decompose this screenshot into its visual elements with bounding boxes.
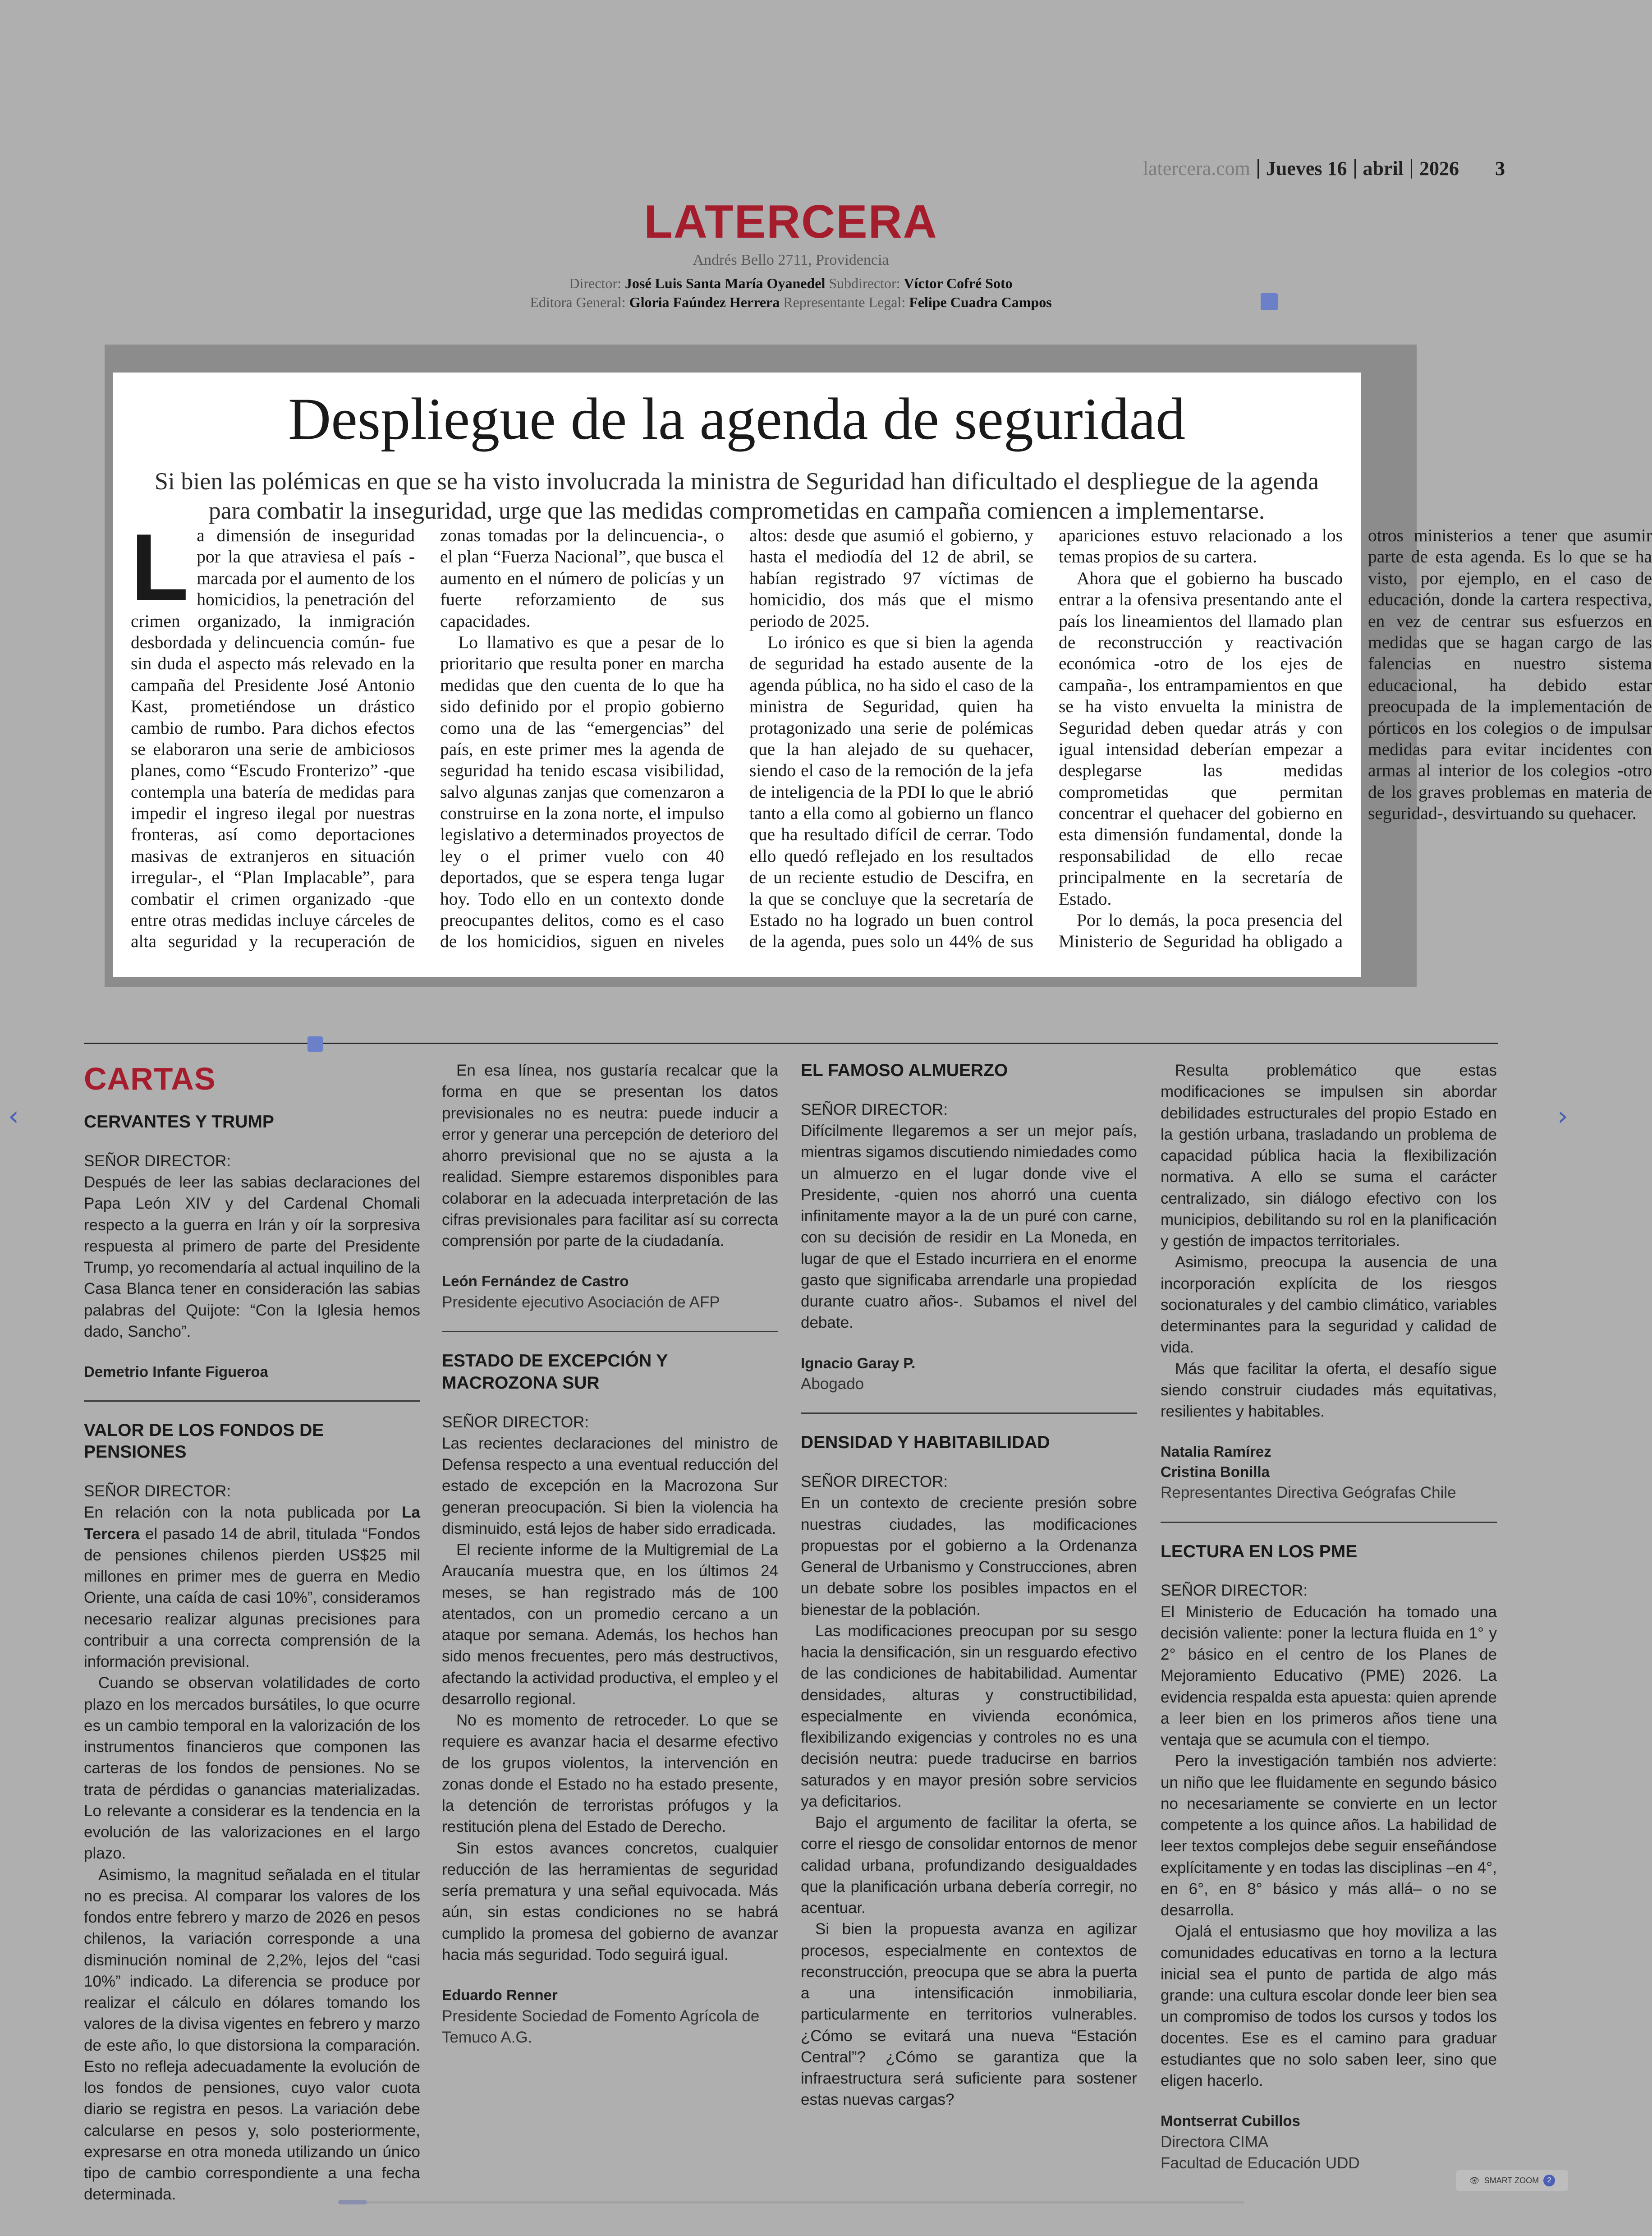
- letter-title: DENSIDAD Y HABITABILIDAD: [801, 1433, 1050, 1453]
- signer-role: Presidente Sociedad de Fomento Agrícola de Temuco A.G.: [442, 2007, 760, 2046]
- letter-paragraph: En esa línea, nos gustaría recalcar que la forma en que se presentan los datos previsionales no es neutra: puede inducir a error y generar una percepción de deterioro del ahorro previsional que no se ajusta a la realidad. Siempre estaremos disponibles para colaborar en la adecuada interpretación de las cifras previsionales para facilitar así su correcta comprensión por parte de la ciudadanía.: [442, 1062, 778, 1250]
- eye-icon: 👁: [1469, 2176, 1480, 2185]
- salutation: SEÑOR DIRECTOR:: [1161, 1582, 1308, 1600]
- date-year: 2026: [1419, 157, 1459, 179]
- section-title: CARTAS: [84, 1061, 216, 1096]
- next-page-arrow-icon[interactable]: ›: [1557, 1100, 1568, 1132]
- director-label: Director:: [569, 275, 625, 291]
- prev-page-arrow-icon[interactable]: ‹: [8, 1100, 19, 1132]
- letter-paragraph: El Ministerio de Educación ha tomado una decisión valiente: poner la lectura fluida en 1° y 2° básico en el centro de los Planes de Mejoramiento Educativo (PME) 2026. La evidencia respalda esta apuesta: quien aprende a leer bien en los primeros años tiene una ventaja que se acumula con el tiempo.: [1161, 1603, 1497, 1749]
- scrollbar-thumb[interactable]: [338, 2200, 367, 2204]
- separator: [1257, 159, 1259, 179]
- letter-title: EL FAMOSO ALMUERZO: [801, 1061, 1008, 1080]
- signer-role: Presidente ejecutivo Asociación de AFP: [442, 1293, 720, 1311]
- letter-divider: [801, 1412, 1137, 1414]
- editora-label: Editora General:: [530, 294, 629, 310]
- letter-divider: [84, 1400, 420, 1402]
- smart-zoom-button[interactable]: [1456, 2170, 1568, 2191]
- editorial-body: [131, 514, 1652, 967]
- letters-column-4: [1161, 1060, 1497, 2174]
- letter-paragraph: Las modificaciones preocupan por su sesgo hacia la densificación, sin un resguardo efectivo de las condiciones de habitabilidad. Aumentar densidades, alturas y constructibilidad, especialmente en vivienda económica, flexibilizando exigencias y controles no es una decisión neutra: puede traducirse en barrios saturados y en mayor presión sobre servicios ya deficitarios.: [801, 1622, 1137, 1810]
- director-name: José Luis Santa María Oyanedel: [624, 275, 826, 291]
- letter-title: ESTADO DE EXCEPCIÓN Y MACROZONA SUR: [442, 1351, 668, 1393]
- letters-column-1: [84, 1060, 420, 2205]
- editora-name: Gloria Faúndez Herrera: [629, 294, 780, 310]
- date-month: abril: [1363, 157, 1404, 179]
- annotation-marker[interactable]: [1261, 293, 1278, 310]
- letter-paragraph: Cuando se observan volatilidades de corto plazo en los mercados bursátiles, lo que ocurre es un cambio temporal en la valorización de los instrumentos financieros que componen las carteras de los fondos de pensiones. No se trata de pérdidas o ganancias materializadas. Lo relevante a considerar es la tendencia en la evolución de las valorizaciones en el largo plazo.: [84, 1674, 420, 1863]
- masthead: [0, 198, 1582, 312]
- letter-body: Difícilmente llegaremos a ser un mejor país, mientras sigamos discutiendo nimiedades como un almuerzo en el lugar donde vive el Presidente, -quien nos ahorró una cuenta infinitamente mayor a la de un puré con carne, con su decisión de residir en La Moneda, en lugar de que el Estado incurriera en el enorme gasto que significaba arrendarle una propiedad durante cuatro años-. Subamos el nivel del debate.: [801, 1122, 1137, 1332]
- editorial-paragraph: Por lo demás, la poca presencia del Ministerio de Seguridad ha obligado a otros ministerios a tener que asumir parte de esta agenda. Es lo que se ha visto, por ejemplo, en el caso de educación, donde la cartera respectiva, en vez de centrar sus esfuerzos en medidas que se hagan cargo de las falencias en nuestro sistema educacional, ha debido estar preocupada de la implementación de pórticos en los colegios o de impulsar medidas para evitar incidentes con armas al interior de los colegios -otro de los graves problemas en materia de seguridad-, desvirtuando su quehacer.: [1059, 525, 1652, 952]
- address: Andrés Bello 2711, Providencia: [693, 252, 889, 268]
- signer-role: Abogado: [801, 1375, 864, 1393]
- subdirector-name: Víctor Cofré Soto: [904, 275, 1013, 291]
- letter-signature: Ignacio Garay P.: [801, 1354, 916, 1371]
- separator: [1354, 159, 1356, 179]
- smart-zoom-label: SMART ZOOM: [1484, 2176, 1539, 2185]
- letter-title: VALOR DE LOS FONDOS DE PENSIONES: [84, 1420, 324, 1462]
- letter-paragraph: Asimismo, preocupa la ausencia de una incorporación explícita de los riesgos socionaturales y del cambio climático, variables determinantes para la seguridad y calidad de vida.: [1161, 1253, 1497, 1357]
- horizontal-scrollbar[interactable]: [338, 2201, 1244, 2204]
- separator: [1411, 159, 1412, 179]
- letter-body: Después de leer las sabias declaraciones del Papa León XIV y del Cardenal Chomali respecto a la guerra en Irán y oír la sorpresiva respuesta al primero de parte del Presidente Trump, yo recomendaría al actual inquilino de la Casa Blanca tener en consideración las sabias palabras del Quijote: “Con la Iglesia hemos dado, Sancho”.: [84, 1173, 420, 1340]
- salutation: SEÑOR DIRECTOR:: [801, 1100, 948, 1118]
- editorial-paragraph: Ahora que el gobierno ha buscado entrar a la ofensiva presentando ante el país los lineamientos del llamado plan de reconstrucción y reactivación económica -otro de los ejes de campaña-, los entrampamientos en que se ha visto envuelta la ministra de Seguridad deben quedar atrás y con igual intensidad deberían empezar a desplegarse las medidas comprometidas que permitan concentrar el quehacer del gobierno en esta dimensión fundamental, donde la responsabilidad de ello recae principalmente en la secretaría de Estado.: [1059, 568, 1343, 909]
- letter-paragraph: Resulta problemático que estas modificaciones se impulsen sin abordar debilidades estructurales del propio Estado en la gestión urbana, trasladando un problema de capacidad pública hacia la flexibilización normativa. A ello se suma el carácter centralizado, sin diálogo efectivo con los municipios, debilitando su rol en la planificación y gestión de impactos territoriales.: [1161, 1062, 1497, 1250]
- page-info: [1143, 157, 1505, 180]
- letter-paragraph: Las recientes declaraciones del ministro de Defensa respecto a una eventual reducción del estado de excepción en la Macrozona Sur generan preocupación. Si bien la violencia ha disminuido, está lejos de haber sido erradicada.: [442, 1434, 778, 1537]
- letter-paragraph: Pero la investigación también nos advierte: un niño que lee fluidamente en segundo básico no necesariamente se convierte en un lector competente a los quince años. La habilidad de leer textos complejos debe seguir enseñándose explícitamente y en todas las disciplinas –en 4°, en 6°, en 8° básico y más allá– o no se desarrolla.: [1161, 1752, 1497, 1919]
- staff-credits: [0, 274, 1582, 312]
- page-number: 3: [1495, 157, 1505, 179]
- letter-title: CERVANTES Y TRUMP: [84, 1112, 274, 1132]
- text: el pasado 14 de abril, titulada “Fondos de pensiones chilenos pierden US$25 mil millones en primer mes de guerra en Medio Oriente, una caída de casi 10%”, consideramos necesario realizar algunas precisiones para contribuir a una correcta comprensión de la información previsional.: [84, 1525, 420, 1671]
- annotation-marker[interactable]: [307, 1036, 323, 1052]
- date-day: Jueves 16: [1266, 157, 1347, 179]
- letter-signature: León Fernández de Castro: [442, 1273, 629, 1290]
- letter-signature: Natalia Ramírez: [1161, 1443, 1271, 1460]
- representante-name: Felipe Cuadra Campos: [909, 294, 1052, 310]
- signer-role: Representantes Directiva Geógrafas Chile: [1161, 1484, 1456, 1502]
- signer-role: Facultad de Educación UDD: [1161, 2154, 1360, 2172]
- salutation: SEÑOR DIRECTOR:: [84, 1152, 231, 1170]
- representante-label: Representante Legal:: [780, 294, 909, 310]
- salutation: SEÑOR DIRECTOR:: [84, 1482, 231, 1500]
- letters-column-2: [442, 1060, 778, 2048]
- letter-paragraph: No es momento de retroceder. Lo que se requiere es avanzar hacia el desarme efectivo de los grupos violentos, la intervención en zonas donde el Estado no ha estado presente, la detención de terroristas prófugos y la restitución plena del Estado de Derecho.: [442, 1712, 778, 1836]
- letter-paragraph: En un contexto de creciente presión sobre nuestras ciudades, las modificaciones propuestas por el gobierno a la Ordenanza General de Urbanismo y Construcciones, abren un debate sobre los posibles impactos en el bienestar de la población.: [801, 1494, 1137, 1619]
- salutation: SEÑOR DIRECTOR:: [442, 1413, 589, 1431]
- letter-signature: Demetrio Infante Figueroa: [84, 1363, 268, 1380]
- letter-title: LECTURA EN LOS PME: [1161, 1541, 1358, 1561]
- signer-role: Directora CIMA: [1161, 2133, 1269, 2151]
- letter-paragraph: Si bien la propuesta avanza en agilizar procesos, especialmente en contextos de reconstrucción, preocupa que se abra la puerta a una intensificación inmobiliaria, particularmente en territorios vulnerables. ¿Cómo se evitará una nueva “Estación Central”? ¿Cómo se garantiza que la infraestructura será suficiente para sostener estas nuevas cargas?: [801, 1920, 1137, 2109]
- letter-signature: Eduardo Renner: [442, 1987, 558, 2004]
- letter-paragraph: El reciente informe de la Multigremial de La Araucanía muestra que, en los últimos 24 meses, se han registrado más de 100 atentados, con un promedio cercano a un ataque por semana. Además, los hechos han sido menos frecuentes, pero más destructivos, afectando la actividad productiva, el empleo y el desarrollo regional.: [442, 1541, 778, 1708]
- letter-paragraph: Asimismo, la magnitud señalada en el titular no es precisa. Al comparar los valores de los fondos entre febrero y marzo de 2026 en pesos chilenos, la variación corresponde a una disminución nominal de 2,2%, lejos del “casi 10%” indicado. La diferencia se produce por realizar el cálculo en dólares tomando los valores de la divisa vigentes en febrero y marzo de este año, lo que distorsiona la comparación. Esto no refleja adecuadamente la evolución de los fondos de pensiones, cuyo valor cuota diario se registra en pesos. La variación debe calcularse en pesos y, solo posteriormente, expresarse en otra moneda utilizando un único tipo de cambio correspondiente a una fecha determinada.: [84, 1866, 420, 2204]
- subdirector-label: Subdirector:: [825, 275, 904, 291]
- letter-paragraph: Bajo el argumento de facilitar la oferta, se corre el riesgo de consolidar entornos de menor calidad urbana, profundizando desigualdades que la planificación urbana debería corregir, no acentuar.: [801, 1814, 1137, 1917]
- editorial-paragraph: Lo llamativo es que a pesar de lo prioritario que resulta poner en marcha medidas que den cuenta de lo que ha sido definido por el propio gobierno como una de las “emergencias” del país, en este primer mes la agenda de seguridad ha tenido escasa visibilidad, salvo algunas zanjas que comenzaron a construirse en la zona norte, el impulso legislativo a determinados proyectos de ley o el primer vuelo con 40 deportados, que se espera tenga lugar hoy. Todo ello en un contexto donde preocupantes delitos, como es el caso de los homicidios, siguen en niveles altos: desde que asumió el gobierno, y hasta el mediodía del 12 de abril, se habían registrado 97 víctimas de homicidio, dos más que el mismo periodo de 2025.: [440, 525, 1033, 952]
- letter-paragraph: [84, 1502, 420, 1672]
- site-url: latercera.com: [1143, 157, 1250, 179]
- letter-divider: [442, 1331, 778, 1332]
- newspaper-logo: LATERCERA: [644, 196, 938, 248]
- text: En relación con la nota publicada por: [84, 1504, 402, 1522]
- editorial-subtitle: Si bien las polémicas en que se ha visto involucrada la ministra de Seguridad han dificultado el despliegue de la agenda para combatir la inseguridad, urge que las medidas comprometidas en campaña comiencen a implementarse.: [154, 468, 1319, 524]
- editorial-paragraph-text: a dimensión de inseguridad por la que atraviesa el país -marcada por el aumento de los homicidios, la penetración del crimen organizado, la inmigración desbordada y delincuencia común- fue sin duda el aspecto más relevado en la campaña del Presidente José Antonio Kast, prometiéndose un drástico cambio de rumbo. Para dichos efectos se elaboraron una serie de ambiciosos planes, como “Escudo Fronterizo” -que contempla una batería de medidas para impedir el ingreso ilegal por nuestras fronteras, así como deportaciones masivas de extranjeros en situación irregular-, el “Plan Implacable”, para combatir el crimen organizado -que entre otras medidas incluye cárceles de alta seguridad y la recuperación de zonas tomadas por la delincuencia-, o el plan “Fuerza Nacional”, que busca el aumento en el número de policías y un fuerte reforzamiento de sus capacidades.: [131, 525, 724, 952]
- letters-column-3: [801, 1060, 1137, 2111]
- letter-divider: [1161, 1522, 1497, 1523]
- letter-paragraph: Ojalá el entusiasmo que hoy moviliza a las comunidades educativas en torno a la lectura inicial sea el punto de partida de algo más grande: una cultura escolar donde leer bien sea un compromiso de todos los cursos y todos los docentes. Ese es el camino para graduar estudiantes que no solo saben leer, sino que eligen hacerlo.: [1161, 1923, 1497, 2090]
- letter-signature: Cristina Bonilla: [1161, 1463, 1270, 1480]
- editorial-title: Despliegue de la agenda de seguridad: [288, 386, 1186, 452]
- editorial-paragraph: Lo irónico es que si bien la agenda de seguridad ha estado ausente de la agenda pública, no ha sido el caso de la ministra de Seguridad, quien ha protagonizado una serie de polémicas que la han alejado de su quehacer, siendo el caso de la remoción de la jefa de inteligencia de la PDI lo que le abrió tanto a ella como al gobierno un flanco que ha resultado difícil de cerrar. Todo ello quedó reflejado en los resultados de un reciente estudio de Descifra, en la que se concluye que la secretaría de Estado no ha logrado un buen control de la agenda, pues solo un 44% de sus apariciones estuvo relacionado a los temas propios de su cartera.: [749, 525, 1343, 952]
- section-divider: [84, 1043, 1498, 1044]
- letter-paragraph: Más que facilitar la oferta, el desafío sigue siendo construir ciudades más equitativas, resilientes y habitables.: [1161, 1360, 1497, 1420]
- letter-paragraph: Sin estos avances concretos, cualquier reducción de las herramientas de seguridad sería prematura y una señal equivocada. Más aún, sin estas condiciones no se habrá cumplido la promesa del gobierno de avanzar hacia más seguridad. Todo seguirá igual.: [442, 1839, 778, 1964]
- smart-zoom-badge: 2: [1543, 2175, 1555, 2186]
- salutation: SEÑOR DIRECTOR:: [801, 1473, 948, 1491]
- letter-signature: Montserrat Cubillos: [1161, 2112, 1300, 2130]
- brand-name: La Tercera: [84, 1504, 420, 1543]
- editorial: [113, 373, 1652, 977]
- drop-cap: L: [131, 514, 189, 620]
